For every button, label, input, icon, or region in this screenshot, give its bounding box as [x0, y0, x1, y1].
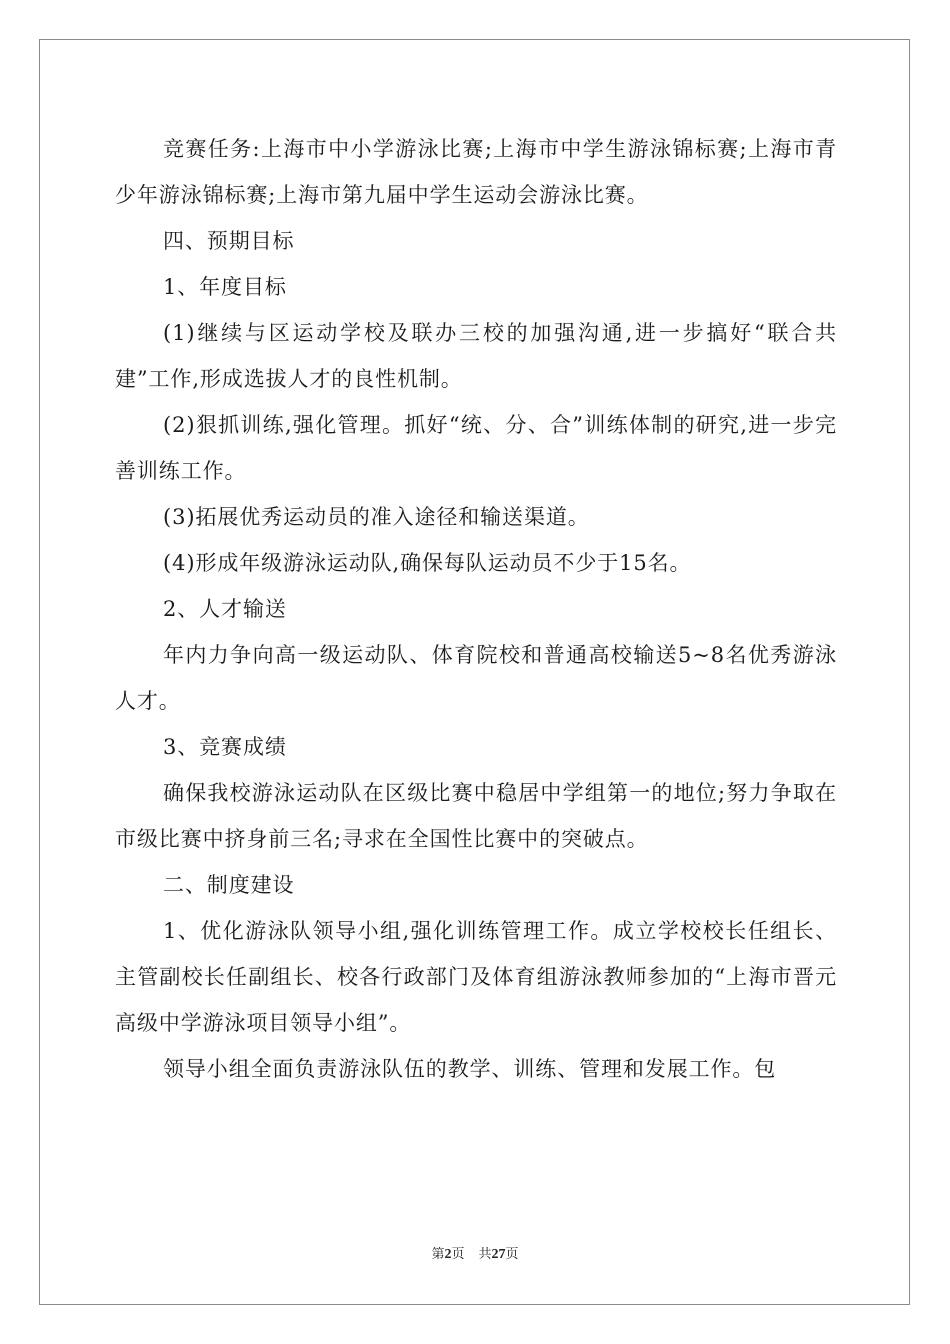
total-prefix: 共	[478, 1247, 492, 1262]
paragraph-goal-3: (3)拓展优秀运动员的准入途径和输送渠道。	[163, 505, 590, 529]
paragraph-leadership-group: 1、优化游泳队领导小组,强化训练管理工作。成立学校校长任组长、主管副校长任副组长、校各行政部门及体育组游泳教师参加的“上海市晋元高级中学游泳项目领导小组”。	[115, 919, 837, 1035]
heading-expected-goals: 四、预期目标	[163, 229, 295, 253]
heading-competition-results: 3、竞赛成绩	[163, 735, 287, 759]
heading-talent-transfer: 2、人才输送	[163, 597, 287, 621]
page-footer	[0, 1243, 950, 1263]
document-body	[115, 126, 837, 1092]
paragraph-competition-results: 确保我校游泳运动队在区级比赛中稳居中学组第一的地位;努力争取在市级比赛中挤身前三名;寻求在全国性比赛中的突破点。	[115, 781, 837, 851]
total-suffix: 页	[505, 1247, 519, 1262]
total-page-number: 27	[491, 1247, 506, 1262]
page-prefix: 第	[431, 1247, 445, 1262]
paragraph-goal-2: (2)狠抓训练,强化管理。抓好“统、分、合”训练体制的研究,进一步完善训练工作。	[115, 413, 837, 483]
paragraph-goal-1: (1)继续与区运动学校及联办三校的加强沟通,进一步搞好“联合共建”工作,形成选拔人才的良性机制。	[115, 321, 837, 391]
heading-system-building: 二、制度建设	[163, 873, 295, 897]
heading-annual-goals: 1、年度目标	[163, 275, 287, 299]
page-suffix: 页	[451, 1247, 465, 1262]
current-page-number: 2	[444, 1247, 452, 1262]
paragraph-talent-transfer: 年内力争向高一级运动队、体育院校和普通高校输送5~8名优秀游泳人才。	[115, 643, 837, 713]
paragraph-competition-tasks: 竞赛任务:上海市中小学游泳比赛;上海市中学生游泳锦标赛;上海市青少年游泳锦标赛;上海市第九届中学生运动会游泳比赛。	[115, 137, 837, 207]
paragraph-leadership-duties: 领导小组全面负责游泳队伍的教学、训练、管理和发展工作。包	[163, 1057, 777, 1081]
paragraph-goal-4: (4)形成年级游泳运动队,确保每队运动员不少于15名。	[163, 551, 692, 575]
